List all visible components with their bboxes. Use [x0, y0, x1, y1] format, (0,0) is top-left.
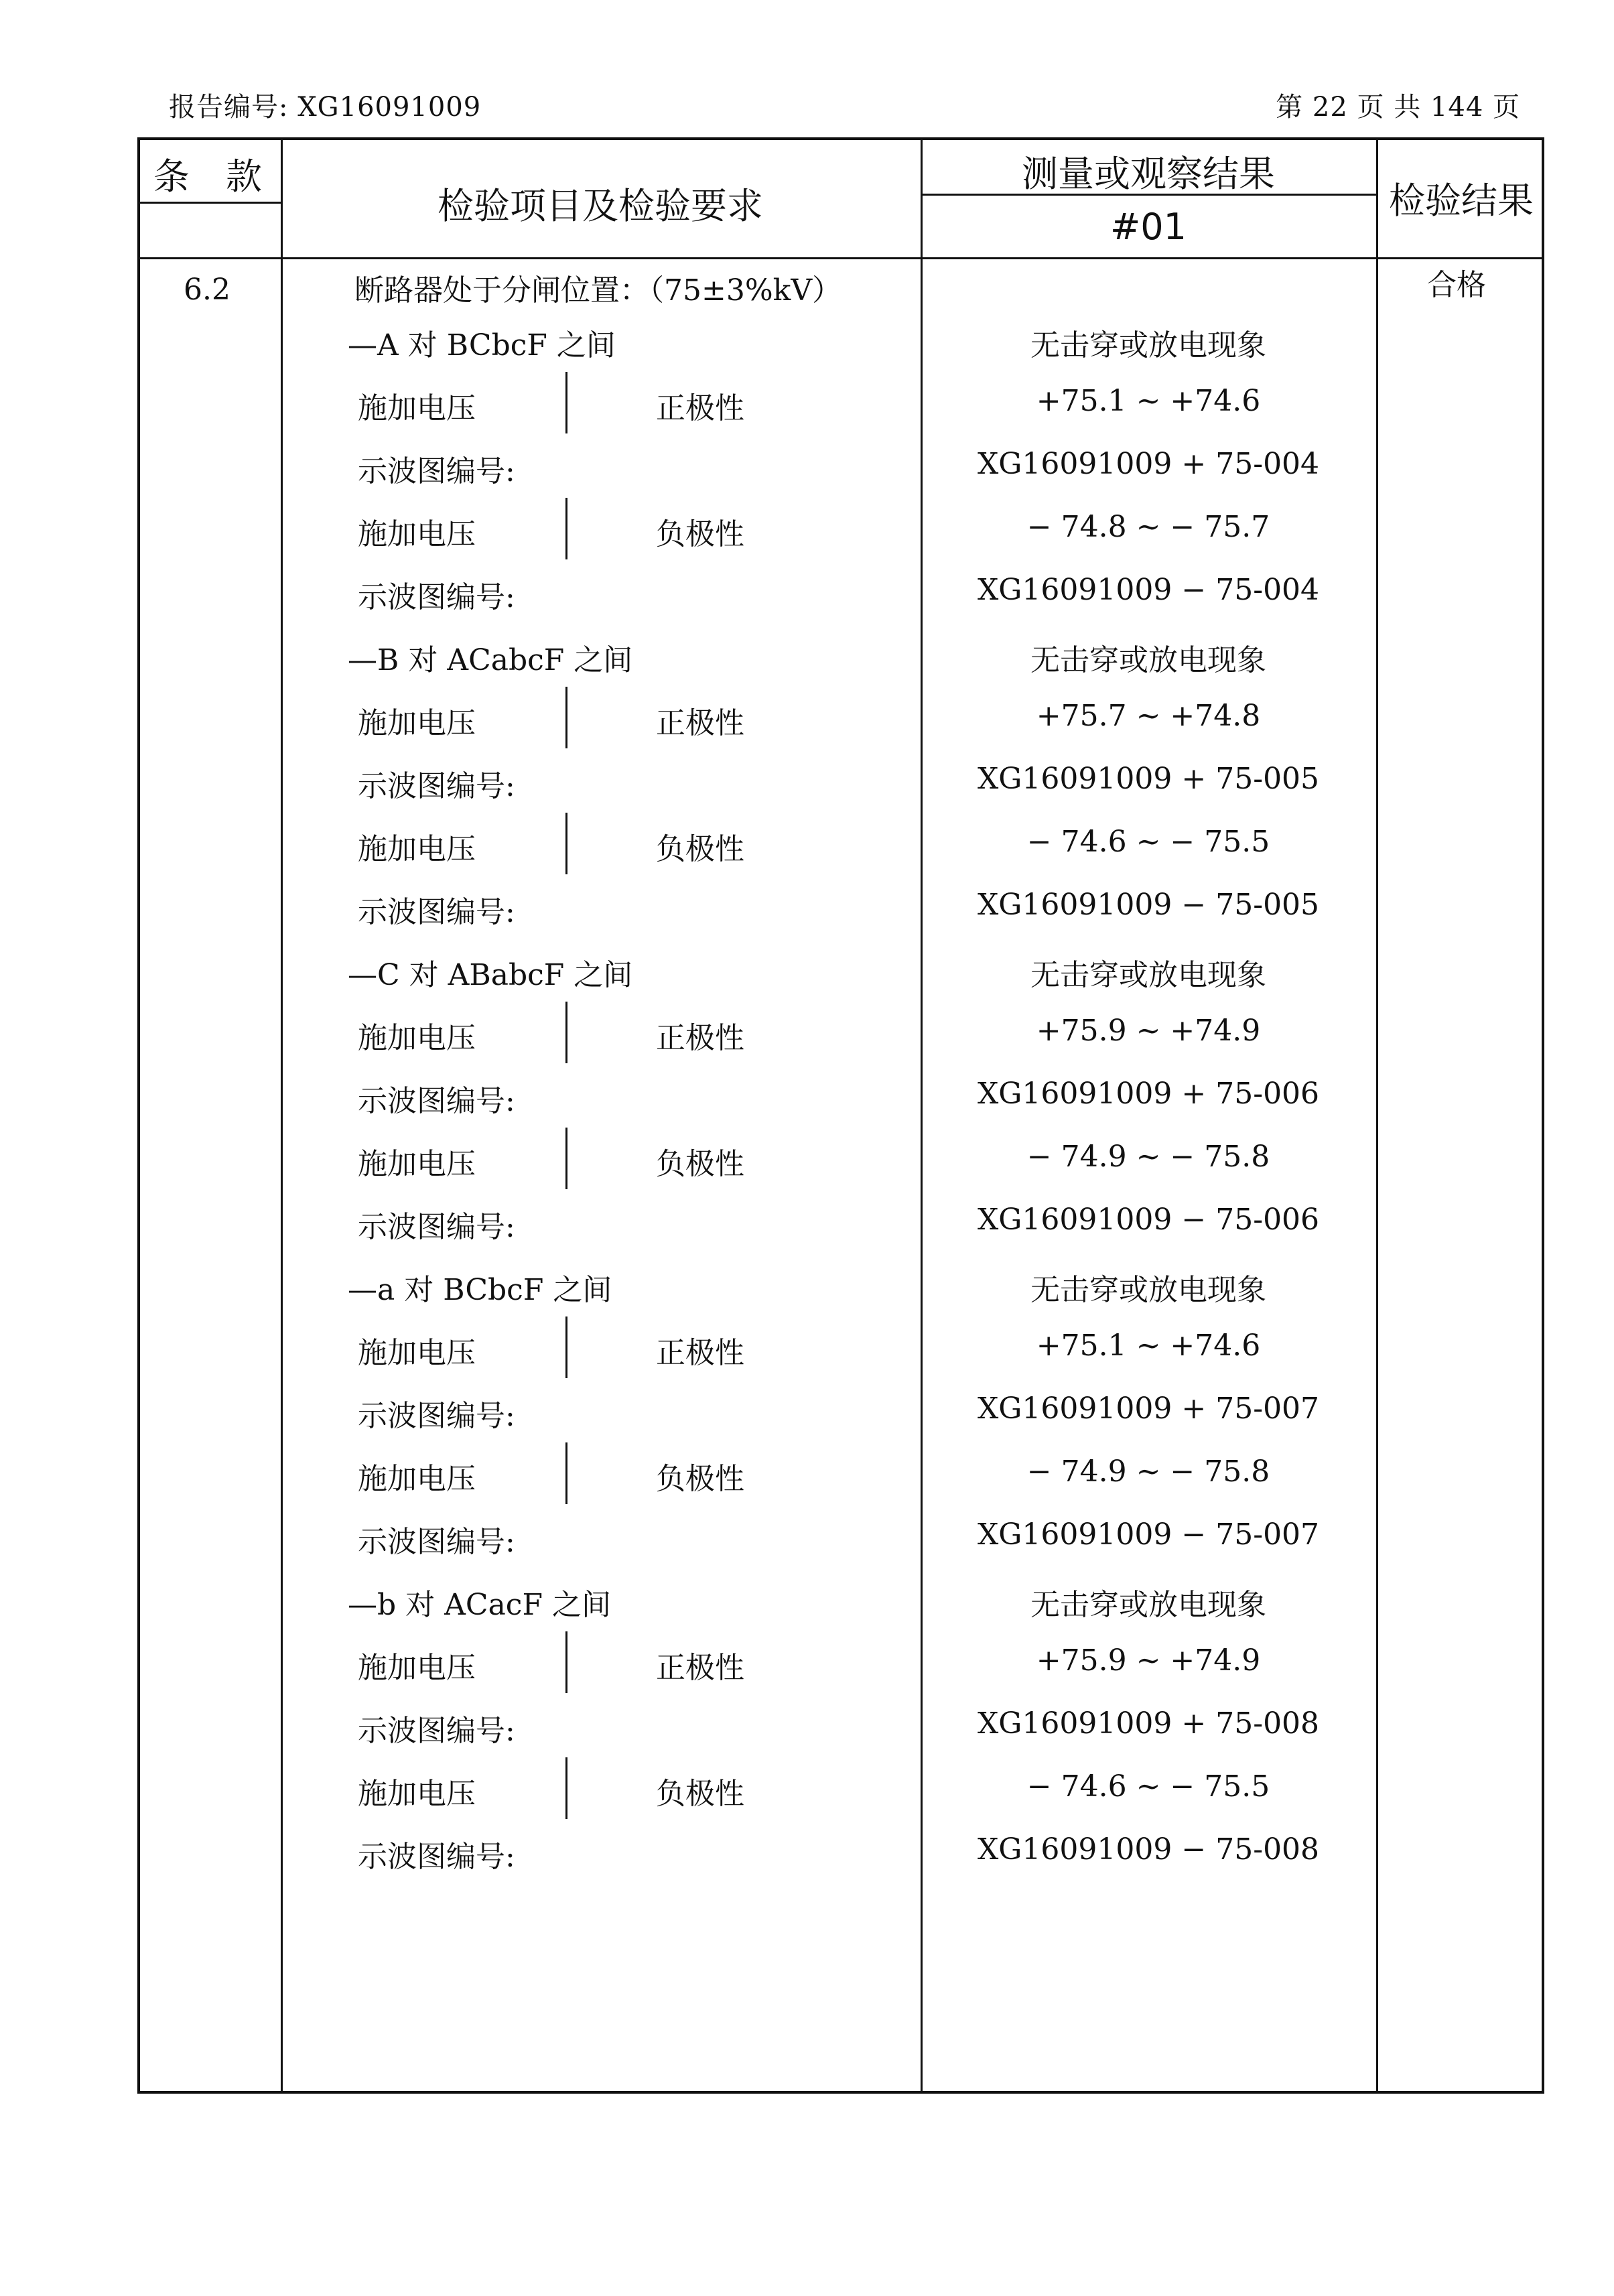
polarity-positive: 正极性	[656, 1336, 744, 1370]
negative-waveform-id: XG16091009 − 75-007	[977, 1517, 1320, 1552]
positive-voltage-value: +75.1 ~ +74.6	[1036, 384, 1261, 418]
field-separator	[565, 372, 567, 433]
polarity-negative: 负极性	[656, 1462, 744, 1496]
positive-voltage-value: +75.9 ~ +74.9	[1036, 1014, 1261, 1048]
negative-voltage-value: − 74.8 ~ − 75.7	[1026, 510, 1270, 544]
group-title: —b 对 ACacF 之间	[348, 1588, 611, 1622]
voltage-label: 施加电压	[358, 1336, 476, 1370]
polarity-positive: 正极性	[656, 706, 744, 740]
waveform-label: 示波图编号:	[358, 895, 515, 929]
voltage-label: 施加电压	[358, 517, 476, 551]
positive-waveform-id: XG16091009 + 75-005	[977, 762, 1320, 796]
group-title: —A 对 BCbcF 之间	[348, 328, 616, 362]
polarity-negative: 负极性	[656, 1147, 744, 1181]
report-number: 报告编号: XG16091009	[169, 92, 482, 123]
negative-waveform-id: XG16091009 − 75-005	[977, 888, 1320, 922]
no-breakdown-result: 无击穿或放电现象	[1030, 1273, 1266, 1307]
waveform-label: 示波图编号:	[358, 1399, 515, 1433]
polarity-positive: 正极性	[656, 1651, 744, 1685]
voltage-label: 施加电压	[358, 1651, 476, 1685]
measured-header: 测量或观察结果	[1022, 153, 1275, 195]
column-divider	[281, 140, 283, 2091]
field-separator	[565, 813, 567, 874]
field-separator	[565, 1631, 567, 1693]
header-bottom-line	[140, 257, 1542, 259]
no-breakdown-result: 无击穿或放电现象	[1030, 958, 1266, 992]
negative-voltage-value: − 74.6 ~ − 75.5	[1026, 825, 1270, 859]
section-title: 断路器处于分闸位置：（75±3%kV）	[354, 273, 842, 308]
positive-voltage-value: +75.9 ~ +74.9	[1036, 1643, 1261, 1678]
waveform-label: 示波图编号:	[358, 454, 515, 488]
no-breakdown-result: 无击穿或放电现象	[1030, 1588, 1266, 1622]
field-separator	[565, 1128, 567, 1189]
group-title: —C 对 ABabcF 之间	[348, 958, 633, 992]
waveform-label: 示波图编号:	[358, 1840, 515, 1874]
positive-waveform-id: XG16091009 + 75-006	[977, 1077, 1320, 1111]
positive-waveform-id: XG16091009 + 75-004	[977, 447, 1320, 481]
field-separator	[565, 687, 567, 748]
waveform-label: 示波图编号:	[358, 1525, 515, 1559]
negative-voltage-value: − 74.9 ~ − 75.8	[1026, 1140, 1270, 1174]
polarity-positive: 正极性	[656, 1021, 744, 1055]
negative-waveform-id: XG16091009 − 75-004	[977, 573, 1320, 607]
page-indicator: 第 22 页 共 144 页	[1276, 92, 1520, 123]
waveform-label: 示波图编号:	[358, 769, 515, 803]
group-title: —a 对 BCbcF 之间	[348, 1273, 612, 1307]
voltage-label: 施加电压	[358, 1147, 476, 1181]
column-divider	[921, 140, 923, 2091]
voltage-label: 施加电压	[358, 1021, 476, 1055]
field-separator	[565, 1316, 567, 1378]
inspection-table	[137, 137, 1544, 2094]
item-header: 检验项目及检验要求	[438, 185, 763, 227]
clause-number: 6.2	[184, 273, 230, 307]
negative-voltage-value: − 74.9 ~ − 75.8	[1026, 1455, 1270, 1489]
waveform-label: 示波图编号:	[358, 1714, 515, 1748]
negative-waveform-id: XG16091009 − 75-008	[977, 1832, 1320, 1867]
polarity-positive: 正极性	[656, 391, 744, 425]
negative-voltage-value: − 74.6 ~ − 75.5	[1026, 1769, 1270, 1804]
voltage-label: 施加电压	[358, 706, 476, 740]
no-breakdown-result: 无击穿或放电现象	[1030, 328, 1266, 362]
waveform-label: 示波图编号:	[358, 1084, 515, 1118]
sample-id: #01	[1110, 206, 1187, 248]
waveform-label: 示波图编号:	[358, 580, 515, 614]
group-title: —B 对 ACabcF 之间	[348, 643, 633, 677]
positive-waveform-id: XG16091009 + 75-007	[977, 1392, 1320, 1426]
field-separator	[565, 1442, 567, 1504]
voltage-label: 施加电压	[358, 1462, 476, 1496]
voltage-label: 施加电压	[358, 391, 476, 425]
voltage-label: 施加电压	[358, 832, 476, 866]
positive-waveform-id: XG16091009 + 75-008	[977, 1706, 1320, 1741]
clause-header: 条 款	[153, 155, 262, 198]
positive-voltage-value: +75.1 ~ +74.6	[1036, 1329, 1261, 1363]
polarity-negative: 负极性	[656, 1777, 744, 1811]
test-result: 合格	[1427, 268, 1486, 302]
row-divider	[140, 202, 281, 204]
polarity-negative: 负极性	[656, 832, 744, 866]
negative-waveform-id: XG16091009 − 75-006	[977, 1203, 1320, 1237]
no-breakdown-result: 无击穿或放电现象	[1030, 643, 1266, 677]
voltage-label: 施加电压	[358, 1777, 476, 1811]
result-header: 检验结果	[1389, 180, 1534, 222]
waveform-label: 示波图编号:	[358, 1210, 515, 1244]
field-separator	[565, 1002, 567, 1063]
column-divider	[1376, 140, 1378, 2091]
field-separator	[565, 1757, 567, 1819]
polarity-negative: 负极性	[656, 517, 744, 551]
field-separator	[565, 498, 567, 559]
positive-voltage-value: +75.7 ~ +74.8	[1036, 699, 1261, 733]
